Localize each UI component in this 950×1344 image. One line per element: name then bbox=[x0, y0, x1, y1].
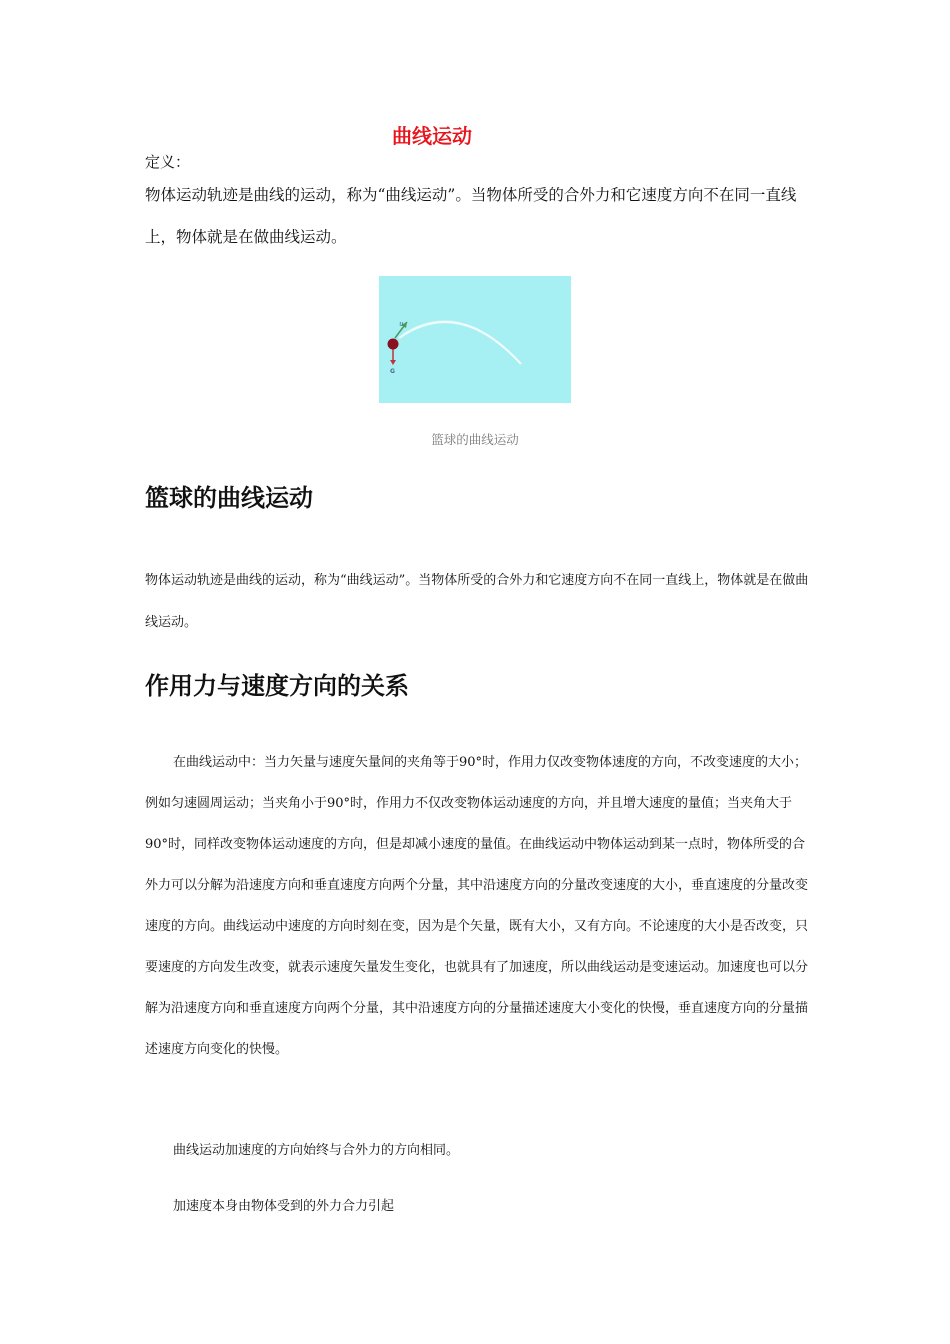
velocity-label: υ bbox=[399, 320, 404, 328]
paragraph-force-velocity-main: 在曲线运动中：当力矢量与速度矢量间的夹角等于90°时，作用力仅改变物体速度的方向，不改变速度的大小；例如匀速圆周运动；当夹角小于90°时，作用力不仅改变物体运动速度的方向，并且增大速度的量值；当夹角大于90°时，同样改变物体运动速度的方向，但是却减小速度的量值。在曲线运动中物体运动到某一点时，物体所受的合外力可以分解为沿速度方向和垂直速度方向两个分量，其中沿速度方向的分量改变速度的大小，垂直速度的分量改变速度的方向。曲线运动中速度的方向时刻在变，因为是个矢量，既有大小，又有方向。不论速度的大小是否改变，只要速度的方向发生改变，就表示速度矢量发生变化，也就具有了加速度，所以曲线运动是变速运动。加速度也可以分解为沿速度方向和垂直速度方向两个分量，其中沿速度方向的分量描述速度大小变化的快慢，垂直速度方向的分量描述速度方向变化的快慢。 bbox=[145, 755, 809, 1057]
basketball-ball bbox=[388, 339, 399, 350]
paragraph-acceleration-direction: 曲线运动加速度的方向始终与合外力的方向相同。 bbox=[173, 1143, 460, 1158]
gravity-arrowhead bbox=[390, 360, 396, 365]
definition-text: 物体运动轨迹是曲线的运动，称为“曲线运动”。当物体所受的合外力和它速度方向不在同一直线上，物体就是在做曲线运动。 bbox=[145, 186, 797, 246]
definition-label: 定义： bbox=[145, 153, 191, 171]
trajectory-curve bbox=[399, 322, 521, 364]
section-heading-basketball: 篮球的曲线运动 bbox=[145, 484, 313, 512]
section-heading-force-velocity: 作用力与速度方向的关系 bbox=[145, 672, 409, 700]
paragraph-acceleration-cause: 加速度本身由物体受到的外力合力引起 bbox=[173, 1199, 395, 1214]
figure-caption: 篮球的曲线运动 bbox=[431, 432, 519, 447]
gravity-label: G bbox=[390, 368, 395, 375]
basketball-figure bbox=[379, 276, 571, 403]
document-title: 曲线运动 bbox=[392, 124, 472, 148]
section-paragraph-basketball: 物体运动轨迹是曲线的运动，称为“曲线运动”。当物体所受的合外力和它速度方向不在同一直线上，物体就是在做曲线运动。 bbox=[145, 573, 809, 630]
basketball-trajectory-diagram bbox=[379, 276, 571, 403]
